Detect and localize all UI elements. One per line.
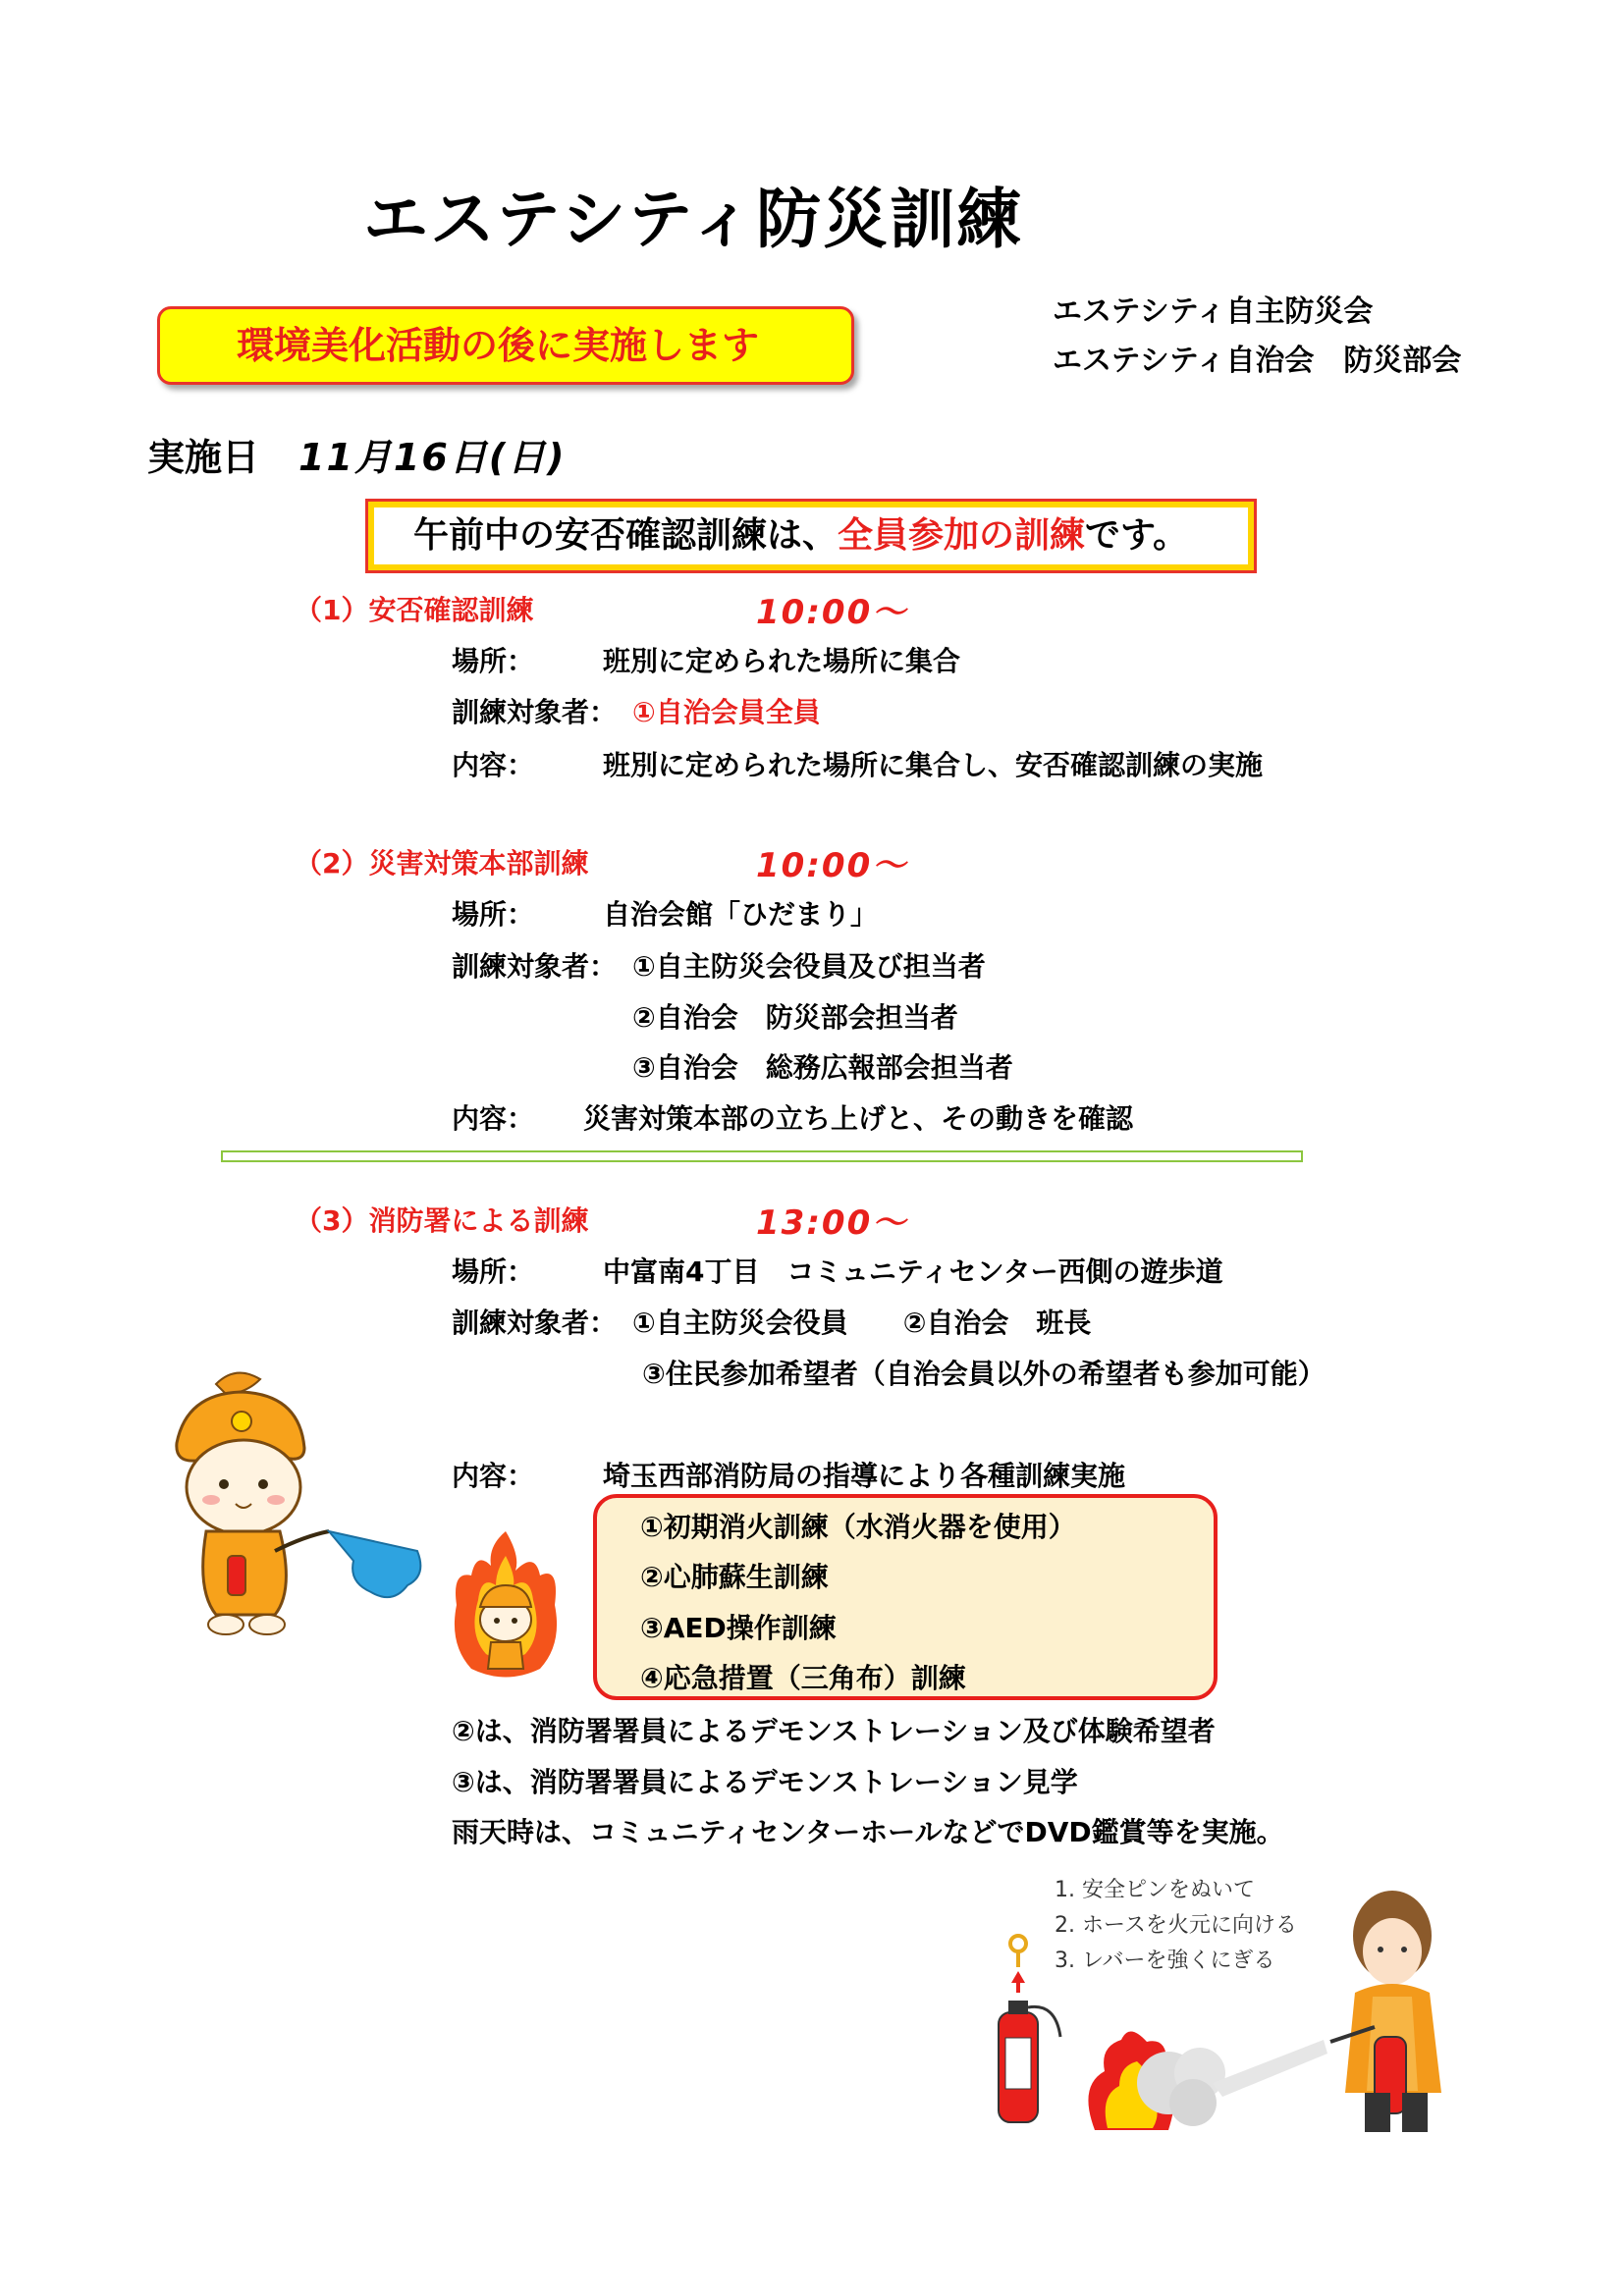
notice-banner-text: 環境美化活動の後に実施します bbox=[237, 324, 760, 367]
page-title: エステシティ防災訓練 bbox=[363, 182, 1024, 257]
section1-target-label: 訓練対象者： bbox=[452, 696, 618, 728]
note-3: 雨天時は、コミュニティセンターホールなどでDVD鑑賞等を実施。 bbox=[452, 1816, 1284, 1848]
headline-part1: 午前中の安否確認訓練は、 bbox=[413, 515, 839, 556]
section3-heading: （3）消防署による訓練 bbox=[295, 1204, 589, 1237]
section1-heading: （1）安否確認訓練 bbox=[295, 594, 534, 626]
section1-place-label: 場所： bbox=[452, 645, 535, 677]
section1-content-label: 内容： bbox=[452, 749, 535, 781]
section2-time: 10:00～ bbox=[756, 846, 908, 885]
note-1: ②は、消防署署員によるデモンストレーション及び体験希望者 bbox=[452, 1715, 1216, 1747]
extinguisher-step-3: 3. レバーを強くにぎる bbox=[1055, 1949, 1275, 1973]
date-line bbox=[147, 427, 567, 481]
mascot-firefighter-illustration bbox=[157, 1364, 432, 1649]
extinguisher-step-1: 1. 安全ピンをぬいて bbox=[1055, 1878, 1255, 1902]
drill-item-4: ④応急措置（三角布）訓練 bbox=[640, 1662, 966, 1694]
section-divider bbox=[221, 1150, 1303, 1162]
notice-banner bbox=[157, 306, 854, 385]
section1-time: 10:00～ bbox=[756, 593, 908, 632]
section2-target-3: ③自治会 総務広報部会担当者 bbox=[632, 1051, 1013, 1084]
section2-target-label: 訓練対象者： bbox=[452, 950, 618, 983]
drill-item-2: ②心肺蘇生訓練 bbox=[640, 1561, 829, 1593]
drill-item-1: ①初期消火訓練（水消火器を使用） bbox=[640, 1511, 1076, 1543]
section3-time: 13:00～ bbox=[756, 1203, 908, 1243]
date-value: 11月16日(日) bbox=[298, 436, 567, 479]
section3-target-line2: ③住民参加希望者（自治会員以外の希望者も参加可能） bbox=[642, 1358, 1326, 1390]
date-label: 実施日 bbox=[147, 436, 260, 479]
section3-content-label: 内容： bbox=[452, 1460, 535, 1492]
section3-place-label: 場所： bbox=[452, 1255, 535, 1288]
section1-place: 班別に定められた場所に集合 bbox=[603, 645, 961, 677]
mascot-flames-illustration bbox=[447, 1526, 565, 1683]
section2-target-1: ①自主防災会役員及び担当者 bbox=[632, 950, 986, 983]
headline-inner bbox=[374, 507, 1248, 564]
section3-target-label: 訓練対象者： bbox=[452, 1307, 618, 1339]
organizer-2: エステシティ自治会 防災部会 bbox=[1053, 344, 1462, 378]
section2-heading: （2）災害対策本部訓練 bbox=[295, 847, 589, 880]
headline-part2: です。 bbox=[1085, 515, 1189, 556]
section2-place: 自治会館「ひだまり」 bbox=[603, 898, 879, 931]
section2-place-label: 場所： bbox=[452, 898, 535, 931]
section3-target-line1: ①自主防災会役員 ②自治会 班長 bbox=[632, 1307, 1092, 1339]
drill-item-3: ③AED操作訓練 bbox=[640, 1612, 837, 1644]
section3-place: 中富南4丁目 コミュニティセンター西側の遊歩道 bbox=[603, 1255, 1223, 1288]
section2-content: 災害対策本部の立ち上げと、その動きを確認 bbox=[583, 1102, 1134, 1135]
note-2: ③は、消防署署員によるデモンストレーション見学 bbox=[452, 1766, 1078, 1798]
extinguisher-step-2: 2. ホースを火元に向ける bbox=[1055, 1913, 1297, 1938]
headline-banner bbox=[365, 499, 1257, 573]
section2-content-label: 内容： bbox=[452, 1102, 535, 1135]
extinguisher-instructions-illustration bbox=[972, 1865, 1453, 2142]
section1-content: 班別に定められた場所に集合し、安否確認訓練の実施 bbox=[603, 749, 1264, 781]
section1-target: ①自治会員全員 bbox=[632, 696, 821, 728]
headline-emphasis: 全員参加の訓練 bbox=[838, 515, 1086, 556]
section2-target-2: ②自治会 防災部会担当者 bbox=[632, 1001, 958, 1034]
organizer-1: エステシティ自主防災会 bbox=[1053, 294, 1374, 329]
section3-content: 埼玉西部消防局の指導により各種訓練実施 bbox=[603, 1460, 1126, 1492]
